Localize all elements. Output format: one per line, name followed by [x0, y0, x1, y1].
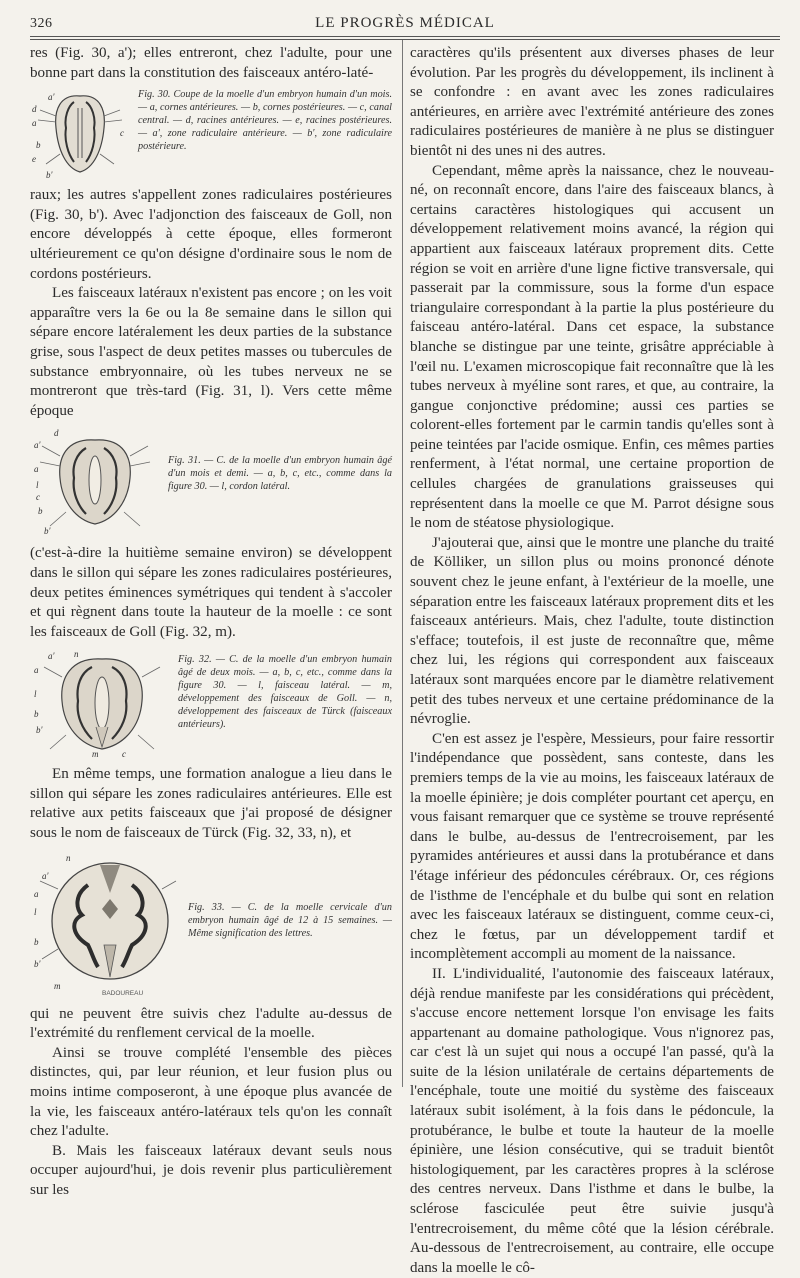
- figure-label: d: [54, 428, 59, 439]
- right-column: [410, 44, 774, 1276]
- figure-label: m: [54, 980, 61, 991]
- paragraph: caractères qu'ils présentent aux diverses phases de leur évolution. Par les progrès du développement, ils inclinent à se confondre : en avant avec les zones radiculaires antérieures, en arrière avec l'extrémité antérieure des zones radiculaires postérieures de manière à ne plus se distinguer bientôt ni des unes ni des autres.: [410, 45, 774, 159]
- figure-label: a: [32, 118, 37, 129]
- engraver-signature: BADOUREAU: [102, 989, 144, 997]
- paragraph: C'en est assez je l'espère, Messieurs, pour faire ressortir l'indépendance que possèdent, sans conteste, dans les premiers temps de la vie au moins, les faisceaux latéraux de la moelle épinière; je dois compléter pourtant cet aperçu, en vous faisant remarquer que ce système se trouve représenté dans le bulbe, au-dessus de l'entrecroisement, par les pyramides antérieures et aussi dans la protubérance et dans l'étage inférieur des pédoncules cérébraux. Or, ces régions de l'isthme de l'encéphale et du bulbe qui sont en relation avec les faisceaux latéraux se distinguent, comme ceux-ci, chez le fœtus, par un développement tardif et incomplètement accompli au moment de la naissance.: [410, 730, 774, 963]
- paragraph: II. L'individualité, l'autonomie des faisceaux latéraux, déjà rendue manifeste par les considérations qui précèdent, s'accuse encore nettement lorsque l'on envisage les faits appartenant au domaine pathologique. Vous n'ignorez pas, car c'est là un sujet qui nous a occupé l'an passé, qu'à la suite de la lésion unilatérale de certains départements de l'encéphale, toute une moitié du système des faisceaux latéraux subit isolément, à la fois dans le pédoncule, la protubérance, le bulbe et toute la hauteur de la moelle épinière, une lésion consécutive, qui se traduit bientôt histologiquement, par les caractères propres à la sclérose des centres nerveux. Dans l'isthme et dans le bulbe, la sclérose fasciculée peut être suivie jusqu'à l'entrecroisement, du même côté que la lésion cérébrale. Au-dessous de l'entrecroisement, au contraire, elle occupe dans la moelle le cô-: [410, 965, 774, 1276]
- figure-label: b': [44, 526, 51, 537]
- figure-label: b: [34, 936, 39, 947]
- paragraph: raux; les autres s'appellent zones radiculaires postérieures (Fig. 30, b'). Avec l'adjonction des faisceaux de Goll, non encore développés à cette époque, elles formeront ultérieurement ce qu'on désigne d'ordinaire sous le nom de cordons postérieurs.: [30, 187, 392, 282]
- figure-label: b': [34, 958, 41, 969]
- paragraph: Ainsi se trouve complété l'ensemble des pièces distinctes, qui, par leur réunion, et leur fusion plus ou moins intime composeront, à une époque plus avancée de la vie, les faisceaux antéro-latéraux tels qu'on les connaît chez l'adulte.: [30, 1044, 392, 1140]
- header-rule-top: [30, 36, 780, 37]
- figure-33-drawing: [30, 849, 180, 999]
- header-rule-bottom: [30, 39, 780, 40]
- page-number: 326: [30, 16, 53, 31]
- figure-label: l: [34, 906, 37, 917]
- figure-label: b: [36, 140, 41, 151]
- page-header: [30, 10, 780, 34]
- figure-32-caption: Fig. 32. — C. de la moelle d'un embryon humain âgé de deux mois. — a, b, c, etc., comme dans la figure 30. — l, faisceau latéral. — m, développement des faisceaux de Goll. — n, développement des faisceaux de Türck (faisceaux antérieurs).: [178, 654, 393, 731]
- paragraph: B. Mais les faisceaux latéraux devant seuls nous occuper aujourd'hui, je dois revenir plus particulièrement sur les: [30, 1142, 392, 1198]
- column-divider: [402, 40, 403, 1087]
- figure-30: [30, 88, 392, 180]
- figure-label: a: [34, 464, 39, 475]
- journal-title: LE PROGRÈS MÉDICAL: [315, 15, 495, 31]
- figure-32-drawing: [30, 647, 170, 759]
- figure-label: a: [34, 888, 39, 899]
- figure-label: c: [122, 749, 126, 760]
- paragraph: Cependant, même après la naissance, chez le nouveau-né, on reconnaît encore, dans l'aire des faisceaux blancs, à certains caractères histologiques qui accusent un développement relativement moins avancé, la région qui appartient aux faisceaux latéraux proprement dits. Cette région se voit en arrière d'une ligne fictive transversale, qui passerait par la commissure, sous la forme d'un espace triangulaire correspondant à la partie la plus postérieure du faisceau antéro-latéral. Dans cet espace, la substance blanche se distingue par une teinte, grisâtre appréciable à l'œil nu. L'examen microscopique fait reconnaître que là les tubes nerveux à myéline sont rares, et que, au contraire, la gangue conjonctive prédomine; aussi ces parties se colorent-elles fortement par le carmin tandis qu'elles sont à peine teintées par l'acide osmique. Enfin, ces mêmes parties renferment, à l'état normal, une certaine proportion de cellules chargées de granulations graisseuses qui représentent dans la moelle ce que M. Parrot désigne sous le nom de stéatose physiologique.: [410, 162, 774, 532]
- paragraph: En même temps, une formation analogue a lieu dans le sillon qui sépare les zones radiculaires antérieures. Elle est relative aux petits faisceaux que j'ai proposé de désigner sous le nom de faisceaux de Türck (Fig. 32, 33, n), et: [30, 766, 392, 842]
- figure-label: n: [66, 852, 71, 863]
- paragraph: (c'est-à-dire la huitième semaine environ) se développent dans le sillon qui sépare les zones radiculaires postérieures, deux petites éminences symétriques qui tendent à s'accoler et qui règnent dans toute la hauteur de la moelle : ce sont les faisceaux de Goll (Fig. 32, m).: [30, 545, 392, 640]
- figure-33-caption: Fig. 33. — C. de la moelle cervicale d'un embryon humain âgé de 12 à 15 semaines. — Même signification des lettres.: [188, 901, 392, 939]
- figure-31-drawing: [30, 426, 160, 538]
- paragraph: J'ajouterai que, ainsi que le montre une planche du traité de Kölliker, un sillon plus ou moins prononcé dénote souvent chez le jeune enfant, à l'extérieur de la moelle, une séparation entre les faisceaux latéraux proprement dits et les faisceaux antérieurs. Mais, chez l'adulte, toute distinction s'efface; toutefois, il est juste de reconnaître que, même chez lui, les régions qui correspondent aux faisceaux latéraux sont marquées encore par le diamètre relativement petit des tubes nerveux et une certaine prédominance de la névroglie.: [410, 534, 774, 728]
- figure-label: b': [36, 725, 43, 736]
- left-column: [30, 44, 393, 1198]
- figure-label: b: [34, 709, 39, 720]
- paragraph: Les faisceaux latéraux n'existent pas encore ; on les voit apparaître vers la 6e ou la 8e semaine dans le sillon qui sépare encore latéralement les deux parties de la substance grise, sous l'aspect de deux petites masses ou tubercules de substance embryonnaire, où les tubes nerveux ne se montreront que très-tard (Fig. 31, l). Vers cette même époque: [30, 285, 392, 419]
- figure-31: [30, 426, 392, 538]
- figure-label: m: [92, 749, 99, 760]
- figure-label: e: [32, 154, 36, 165]
- figure-31-caption: Fig. 31. — C. de la moelle d'un embryon humain âgé d'un mois et demi. — a, b, c, etc., comme dans la figure 30. — l, cordon latéral.: [168, 455, 392, 493]
- figure-label: n: [74, 649, 79, 660]
- figure-label: a': [48, 651, 55, 662]
- figure-label: c: [36, 492, 40, 503]
- figure-label: a': [48, 92, 55, 103]
- figure-label: b': [46, 170, 53, 181]
- figure-label: l: [34, 689, 37, 700]
- figure-label: c: [120, 128, 124, 139]
- figure-33: [30, 849, 392, 999]
- figure-label: a: [34, 665, 39, 676]
- figure-32: [30, 647, 392, 759]
- figure-label: d: [32, 104, 37, 115]
- paragraph: res (Fig. 30, a'); elles entreront, chez l'adulte, pour une bonne part dans la constitution des faisceaux antéro-laté-: [30, 45, 392, 81]
- paragraph: qui ne peuvent être suivis chez l'adulte au-dessus de l'extrémité du renflement cervical de la moelle.: [30, 1005, 392, 1042]
- figure-30-caption: Fig. 30. Coupe de la moelle d'un embryon humain d'un mois. — a, cornes antérieures. — b, cornes postérieures. — c, canal central. — d, racines antérieures. — e, racines postérieures. — a', zone radiculaire antérieure. — b', zone radiculaire postérieure.: [138, 89, 393, 153]
- figure-30-drawing: [30, 88, 130, 180]
- figure-label: a': [42, 870, 49, 881]
- figure-label: l: [36, 480, 39, 491]
- figure-label: a': [34, 440, 41, 451]
- figure-label: b: [38, 506, 43, 517]
